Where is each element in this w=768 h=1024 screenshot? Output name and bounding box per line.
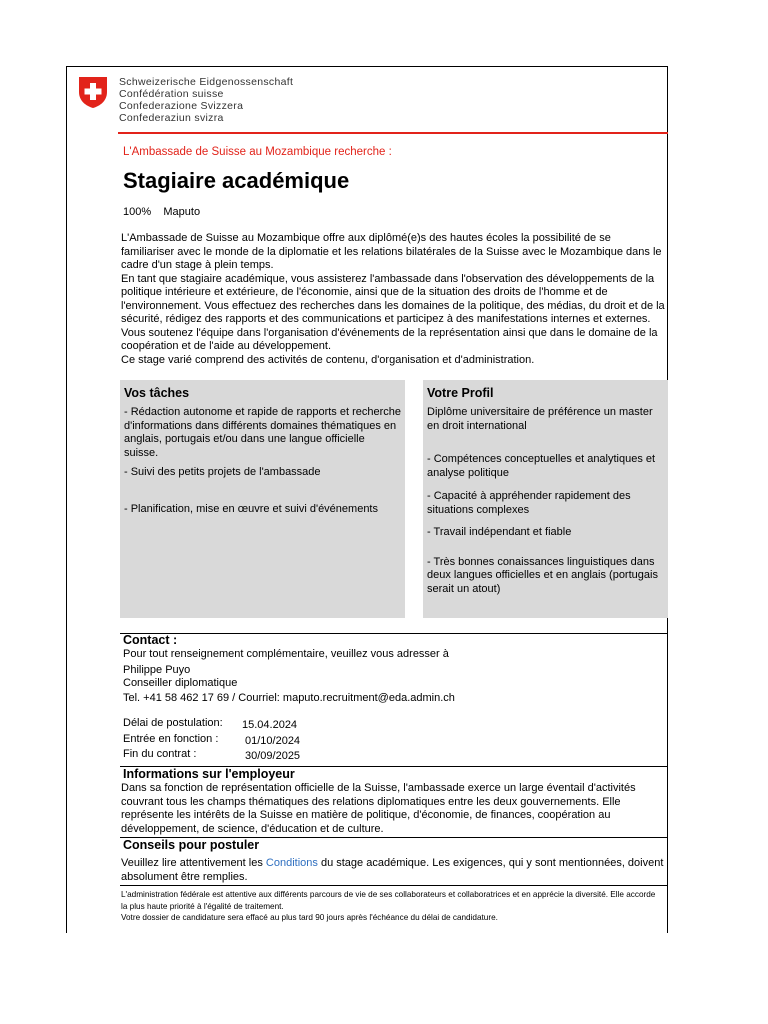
- contact-phone-email: Tel. +41 58 462 17 69 / Courriel: maputo.recruitment@eda.admin.ch: [123, 692, 455, 704]
- name-fr: Confédération suisse: [119, 88, 224, 100]
- diversity-note: L'administration fédérale est attentive aux différents parcours de vie de ses collaborateurs et collaboratrices et en apprécie la diversité. Elle accorde la plus haute priorité à l'égalité de traitement.: [121, 890, 656, 911]
- footer-notes: [121, 889, 661, 924]
- advice-text-before: Veuillez lire attentivement les: [121, 857, 266, 869]
- description-paragraph: Ce stage varié comprend des activités de contenu, d'organisation et d'administration.: [121, 353, 535, 366]
- conditions-link[interactable]: Conditions: [265, 857, 318, 869]
- job-description: [121, 232, 666, 367]
- tasks-heading: Vos tâches: [124, 386, 190, 400]
- advice-heading: Conseils pour postuler: [123, 838, 260, 852]
- confederation-wordmark: [119, 76, 293, 124]
- task-item: - Rédaction autonome et rapide de rapports et recherche d'informations dans différents domaines thématiques en anglais, portugais et/ou dans une langue officielle suisse.: [124, 406, 401, 459]
- employer-heading: Informations sur l'employeur: [123, 767, 295, 781]
- page-title: Stagiaire académique: [123, 168, 350, 193]
- workload-percent: 100%: [123, 206, 152, 218]
- deadline-value: 15.04.2024: [242, 719, 298, 731]
- advice-text: [121, 857, 666, 884]
- name-rm: Confederaziun svizra: [119, 112, 224, 124]
- profile-heading: Votre Profil: [427, 386, 494, 400]
- profile-item: - Capacité à appréhender rapidement des situations complexes: [427, 490, 631, 516]
- swiss-cross-icon: [76, 75, 110, 109]
- tasks-box: [120, 380, 405, 618]
- contact-heading: Contact :: [123, 633, 178, 647]
- end-value: 30/09/2025: [245, 750, 301, 762]
- contact-intro: Pour tout renseignement complémentaire, veuillez vous adresser à: [123, 648, 449, 660]
- description-paragraph: L'Ambassade de Suisse au Mozambique offre aux diplômé(e)s des hautes écoles la possibilité de se familiariser avec le monde de la diplomatie et les relations bilatérales de la Suisse avec le Mozambique dans le cadre d'un stage à plein temps.: [121, 232, 662, 271]
- name-it: Confederazione Svizzera: [119, 100, 244, 112]
- task-item: - Planification, mise en œuvre et suivi d'événements: [124, 502, 378, 515]
- profile-item: - Travail indépendant et fiable: [427, 526, 572, 538]
- divider: [120, 885, 668, 886]
- end-label: Fin du contrat :: [123, 748, 197, 760]
- location: Maputo: [163, 206, 201, 218]
- contact-role: Conseiller diplomatique: [123, 677, 238, 689]
- contact-name: Philippe Puyo: [123, 664, 191, 676]
- task-item: - Suivi des petits projets de l'ambassade: [124, 466, 321, 478]
- name-de: Schweizerische Eidgenossenschaft: [119, 76, 294, 88]
- employer-text: Dans sa fonction de représentation officielle de la Suisse, l'ambassade exerce un large éventail d'activités couvrant tous les champs thématiques des relations diplomatiques entre les deux gouvernements. Elle représente les intérêts de la Suisse en matière de politique, d'économie, de finances, coopération au développement, de science, d'éducation et de culture.: [121, 782, 636, 835]
- retention-note: Votre dossier de candidature sera effacé au plus tard 90 jours après l'échéance du délai de candidature.: [121, 913, 498, 922]
- description-paragraph: En tant que stagiaire académique, vous assisterez l'ambassade dans l'observation des développements de la politique intérieure et extérieure, de l'économie, ainsi que de la situation des droits de l'homme et de l'environnement. Vous effectuez des recherches dans les domaines de la politique, des médias, du droit et de la sécurité, rédigez des rapports et des communications et participez à des manifestations internes et externes. Vous soutenez l'équipe dans l'organisation d'événements de la représentation ainsi que dans le domaine de la coopération et de l'aide au développement.: [121, 272, 665, 352]
- deadline-label: Délai de postulation:: [123, 717, 223, 729]
- start-label: Entrée en fonction :: [123, 733, 219, 745]
- workload-location: [123, 206, 200, 218]
- profile-item: - Très bonnes conaissances linguistiques dans deux langues officielles et en anglais (portugais serait un atout): [427, 555, 658, 595]
- advice-text-after: du stage académique. Les exigences, qui y sont mentionnées, doivent absolument être remplies.: [121, 857, 664, 883]
- start-value: 01/10/2024: [245, 735, 301, 747]
- profile-box: [423, 380, 668, 618]
- profile-item: - Compétences conceptuelles et analytiques et analyse politique: [427, 453, 656, 479]
- profile-item: Diplôme universitaire de préférence un master en droit international: [427, 406, 653, 432]
- divider: [120, 633, 668, 634]
- recherche-line: L'Ambassade de Suisse au Mozambique recherche :: [123, 146, 392, 158]
- header-red-rule: [118, 132, 668, 134]
